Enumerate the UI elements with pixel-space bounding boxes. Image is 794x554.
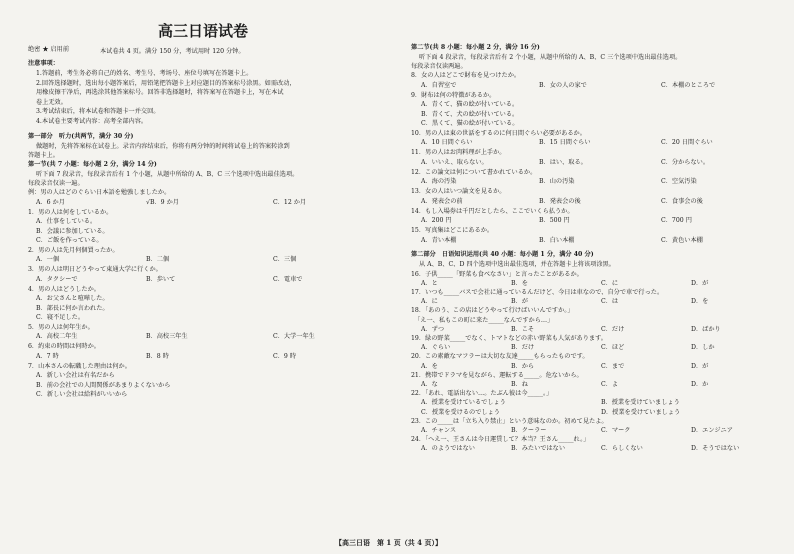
section1-heading: 第一节(共 7 小题：每小题 2 分，满分 14 分) <box>28 161 157 168</box>
question-stem: 23．この_____は「立ち入り禁止」という意味なのか。初めて見たよ。 <box>411 417 608 425</box>
option: C．よ <box>601 380 619 388</box>
question-stem: 9．財布は何の特徴があるか。 <box>411 91 496 99</box>
question-stem: 10．男の人は東の世話をするのに何日間ぐらい必要があるか。 <box>411 129 586 137</box>
question-stem: 13．女の人はいつ論文を見るか。 <box>411 188 506 195</box>
option: A．な <box>421 380 438 388</box>
question-stem: 1．男の人は何をしているか。 <box>28 208 113 216</box>
question-stem: 「え一、私もこの町に来た_____なんですから…」 <box>411 316 554 324</box>
question-stem: 17．いつも_____バスで会社に通っているんだけど、今日は車なので、自分で車で行った。 <box>411 288 664 296</box>
question-stem: 11．男の人はお肉料理が上手か。 <box>411 149 506 156</box>
page-footer: 【高三日语 第 1 页（共 4 页）】 <box>335 538 442 547</box>
option-c: C．9 時 <box>273 352 297 360</box>
option-c: C．新しい会社は給料がいいから <box>36 391 128 398</box>
part1-heading: 第一部分 听力(共两节，满分 30 分) <box>28 133 134 140</box>
option-a: A．一個 <box>36 256 60 263</box>
option-b: B．部長に何か言われた。 <box>36 304 109 312</box>
question-stem: 21．携帯でドラマを見ながら、運転する_____。危ないから。 <box>411 371 583 379</box>
option: A．授業を受けているでしょう <box>421 399 506 407</box>
section1-desc: 每段录音仅读一遍。 <box>28 180 84 187</box>
option: D．が <box>691 362 709 370</box>
option: C．マーク <box>601 426 631 434</box>
option: A．ずつ <box>421 325 445 333</box>
option-a: A．いいえ、取らない。 <box>421 158 488 166</box>
option: D．が <box>691 279 709 287</box>
option: B．だけ <box>511 344 535 352</box>
option: D．エンジニア <box>691 426 733 434</box>
option: D．か <box>691 380 709 388</box>
secret-label: 绝密 ★ 启用前 <box>28 46 70 53</box>
note-line: 卷上无效。 <box>36 98 67 106</box>
option-c: C．本棚のところで <box>661 81 716 89</box>
option-b: B．8 時 <box>146 352 169 360</box>
option: C．は <box>601 298 619 306</box>
part1-desc: 答题卡上。 <box>28 152 59 159</box>
option: C．まで <box>601 362 625 370</box>
question-stem: 24．「へえ一、王さんは今日運賃して？本当？王さん_____れ。」 <box>411 436 590 444</box>
option-a: A．10 日間ぐらい <box>421 139 473 146</box>
note-line: 4.本试卷主要考试内容：高考全部内容。 <box>36 117 148 125</box>
option-b: B．青くて、犬の絵が付いている。 <box>421 110 519 118</box>
option-a: A．200 円 <box>421 217 452 224</box>
question-stem: 12．この論文は何について書かれているか。 <box>411 168 537 176</box>
question-stem: 5．男の人は何年生か。 <box>28 323 94 331</box>
page-title: 高三日语试卷 <box>158 22 249 40</box>
option: B．授業を受けていましょう <box>601 399 680 407</box>
option: B．を <box>511 279 528 287</box>
option-a: A．タクシーで <box>36 275 78 283</box>
option: B．みたいではない <box>511 445 566 453</box>
option-c: C．20 日間ぐらい <box>661 139 713 146</box>
section1-desc: 听下面 7 段录音，每段录音后有 1 个小题，从题中所给的 A、B、C 三个选项中选出最佳选项。 <box>36 171 299 178</box>
option: A．と <box>421 279 438 287</box>
example-question: 例：男の人はどのぐらい日本語を勉強しましたか。 <box>28 189 171 196</box>
question-stem: 15．写真集はどこにあるか。 <box>411 227 494 234</box>
option-b: B．山の汚染 <box>539 178 575 185</box>
question-stem: 2．男の人は先月何個買ったか。 <box>28 246 119 254</box>
section2-desc: 每段录音仅读两遍。 <box>411 63 467 70</box>
section2-heading: 第二节(共 8 小题：每小题 2 分，满分 16 分) <box>411 44 540 51</box>
option-b: B．二個 <box>146 256 170 263</box>
option: A．のようではない <box>421 445 475 453</box>
option-c: C．電車で <box>273 275 303 283</box>
option-c: C．食事会の後 <box>661 197 703 205</box>
option: D．そうではない <box>691 445 740 453</box>
example-option: A．6 か月 <box>36 198 65 206</box>
option-b: B．会議に参加している。 <box>36 227 109 235</box>
part2-desc: 从 A、B、C、D 四个选项中选出最佳选项，并在答题卡上将该项涂黑。 <box>419 260 615 268</box>
option: A．を <box>421 362 438 370</box>
option-b: B．15 日間ぐらい <box>539 139 591 146</box>
option: D．ばかり <box>691 325 721 333</box>
question-stem: 8．女の人はどこで財布を見つけたか。 <box>411 72 521 79</box>
section2-desc: 听下面 4 段录音，每段录音后有 2 个小题，从题中所给的 A、B、C 三个选项中选出最佳选项。 <box>419 54 682 61</box>
option-b: B．歩いて <box>146 275 176 283</box>
part2-heading: 第二部分 日语知识运用(共 40 小题：每小题 1 分，满分 40 分) <box>411 250 594 258</box>
option-a: A．青い本棚 <box>421 236 457 244</box>
option: C．だけ <box>601 325 625 333</box>
question-stem: 7．山本さんの転職した理由は何か。 <box>28 362 131 370</box>
option-c: C．ご飯を作っている。 <box>36 237 103 244</box>
option: A．に <box>421 298 438 306</box>
option: A．チャンス <box>421 426 457 434</box>
option-a: A．高校二年生 <box>36 333 78 340</box>
option: D．しか <box>691 344 715 352</box>
option: C．授業を受けるのでしょう <box>421 408 500 416</box>
option: C．に <box>601 279 619 287</box>
option-c: C．黄色い本棚 <box>661 236 703 244</box>
note-line: 1.答题前，考生务必将自己的姓名、考生号、考场号、座位号填写在答题卡上。 <box>36 70 253 77</box>
option: B．から <box>511 362 535 370</box>
notes-title: 注意事项： <box>28 60 59 67</box>
option-a: A．仕事をしている。 <box>36 218 97 225</box>
option: C．らしくない <box>601 445 643 453</box>
exam-info: 本试卷共 4 页。满分 150 分，考试用时 120 分钟。 <box>100 48 245 55</box>
question-stem: 14．もし入場券は千円だとしたら、ここでいくら払うか。 <box>411 207 574 215</box>
option-b: B．白い本棚 <box>539 236 575 244</box>
note-line: 3.考试结束后，将本试卷和答题卡一并交回。 <box>36 108 160 115</box>
option-c: C．寝不足した。 <box>36 314 85 321</box>
note-line: 用橡皮擦干净后，再选涂其他答案标号。回答非选择题时，将答案写在答题卡上，写在本试 <box>36 89 284 96</box>
example-option: C．12 か月 <box>273 198 307 206</box>
option-c: C．黒くて、猫の絵が付いている。 <box>421 120 519 127</box>
option-b: B．女の人の家で <box>539 81 587 89</box>
option: D．を <box>691 298 709 306</box>
part1-desc: 做题时，先将答案标在试卷上。录音内容结束后，你将有两分钟的时间将试卷上的答案转涂到 <box>36 143 290 150</box>
question-stem: 19．緑の野菜_____でなく、トマトなどの赤い野菜も人気があります。 <box>411 334 607 342</box>
option-a: A．自習室で <box>421 81 457 89</box>
option: B．ね <box>511 380 528 388</box>
option-c: C．空気汚染 <box>661 178 697 185</box>
option-c: C．分からない。 <box>661 158 710 166</box>
question-stem: 20．この素敵なマフラーは大切な友達_____もらったものです。 <box>411 353 589 361</box>
option: C．ほど <box>601 344 625 352</box>
option-a: A．お父さんと喧嘩した。 <box>36 295 109 302</box>
question-stem: 16．子供_____「野菜も食べなさい」と言ったことがあるか。 <box>411 270 583 278</box>
option-b: B．500 円 <box>539 217 570 224</box>
option: B．こそ <box>511 325 535 333</box>
option-b: B．前の会社での人間関係があまりよくないから <box>36 381 171 389</box>
option-a: A．海の汚染 <box>421 178 457 185</box>
question-stem: 6．約束の時間は何時か。 <box>28 343 100 350</box>
question-stem: 3．男の人は明日どうやって東通大学に行くか。 <box>28 266 162 273</box>
option-b: B．発表会の後 <box>539 197 581 205</box>
option: A．ぐらい <box>421 344 451 352</box>
option: D．授業を受けていましょう <box>601 408 681 416</box>
option: B．が <box>511 298 528 306</box>
option-c: C．700 円 <box>661 217 692 224</box>
option-a: A．青くて、猫の絵が付いている。 <box>421 101 519 108</box>
option-a: A．7 時 <box>36 352 59 360</box>
option-a: A．新しい会社は有名だから <box>36 372 115 379</box>
question-stem: 4．男の人はどうしたか。 <box>28 285 100 293</box>
option-b: B．高校三年生 <box>146 333 188 340</box>
option-b: B．はい、取る。 <box>539 158 587 166</box>
example-option: √B．9 か月 <box>146 198 179 206</box>
question-stem: 18．「あのう、この店はどうやって行けばいいんですか。」 <box>411 307 574 315</box>
option: B．クーラー <box>511 426 547 434</box>
note-line: 2.回答选择题时，选出每小题答案后，用铅笔把答题卡上对应题目的答案标号涂黑。如需改动， <box>36 79 296 87</box>
option-a: A．発表会の前 <box>421 197 463 205</box>
option-c: C．三個 <box>273 256 297 263</box>
question-stem: 22．「あれ、電話出ない…。たぶん彼は今_____。」 <box>411 390 553 398</box>
option-c: C．大学一年生 <box>273 333 315 340</box>
